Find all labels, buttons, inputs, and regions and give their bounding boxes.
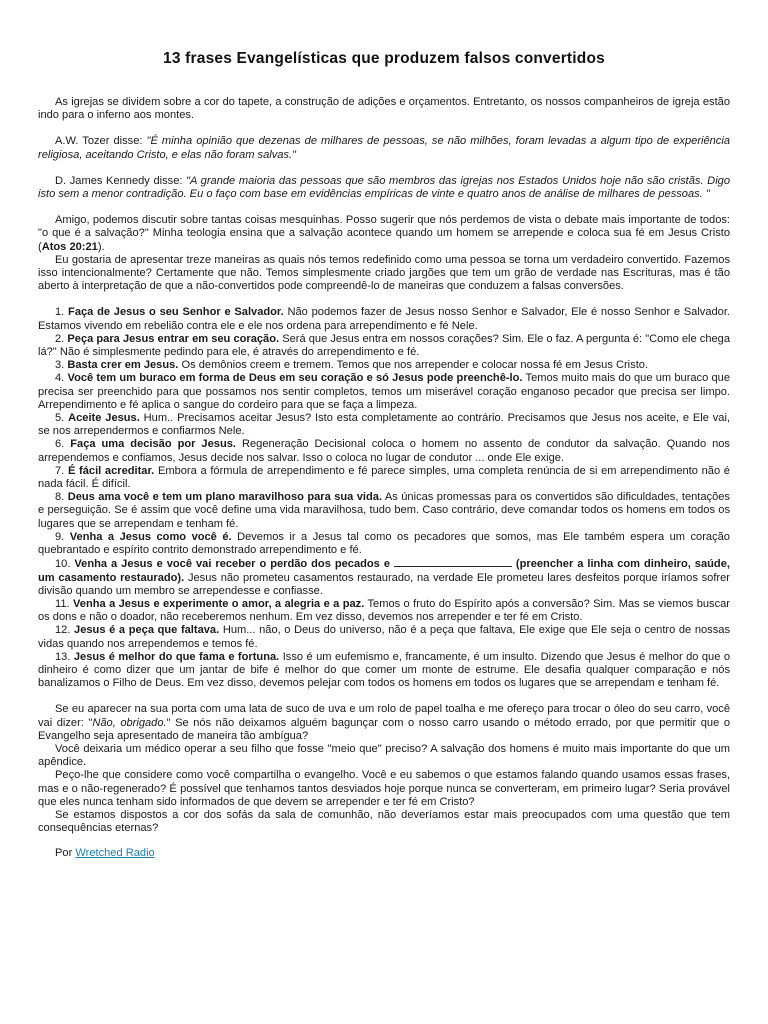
item-phrase: Você tem um buraco em forma de Deus em seu coração e só Jesus pode preenchê-lo. xyxy=(67,372,523,385)
item-number: 13. xyxy=(55,650,71,663)
item-phrase: Deus ama você e tem um plano maravilhoso para sua vida. xyxy=(67,491,383,504)
item-explanation: Devemos ir a Jesus tal como os pecadores que somos, mas Ele também espera um coração quebrantado e espírito contrito demonstrado arrependimento e fé. xyxy=(38,530,730,557)
article-body xyxy=(38,96,730,861)
item-explanation: As únicas promessas para os convertidos são dificuldades, tentações e perseguição. Se é assim que você define uma vida maravilhosa, tudo bem. Caso contrário, deve comandar todos os homens em todos os lugares que se arrependam e tenham fé. xyxy=(38,491,730,530)
item-explanation: Temos o fruto do Espírito após a conversão? Sim. Mas se viemos buscar os dons e não o doador, não receberemos nenhum. Em vez disso, devemos nos arrepender e ter fé em Cristo. xyxy=(38,597,730,624)
byline: Por Wretched Radio xyxy=(55,847,155,860)
item-explanation: Temos muito mais do que um buraco que precisa ser preenchido para que possamos nos sentir completos, temos um miserável coração enganoso pecador que precisa ser limpo. Arrependimento e fé aplica o sangue do cordeiro para que se faça a limpeza. xyxy=(38,372,730,411)
item-number: 3. xyxy=(55,359,65,372)
tozer-quote-paragraph xyxy=(38,135,730,161)
phrase-item-2 xyxy=(38,333,730,359)
item-phrase-continued: (preencher a linha com dinheiro, saúde, um casamento restaurado). xyxy=(38,558,730,584)
fill-in-blank xyxy=(394,557,512,567)
phrase-item-8 xyxy=(38,491,730,531)
item-number: 2. xyxy=(55,332,65,345)
page-title: 13 frases Evangelísticas que produzem falsos convertidos xyxy=(163,50,605,67)
item-number: 9. xyxy=(55,530,65,543)
item-explanation: Jesus não prometeu casamentos restaurado, na verdade Ele prometeu lares desfeitos porque iríamos sofrer divisão quando um membro se arrependesse e confiasse. xyxy=(38,571,730,597)
intro-paragraph-salvation: Amigo, podemos discutir sobre tantas coisas mesquinhas. Posso sugerir que nós perdemos de vista o debate mais importante de todos: "o que é a salvação?" Minha teologia ensina que a salvação acontece quando um homem se arrepende e coloca sua fé em Jesus Cristo (Atos 20:21). xyxy=(38,214,730,253)
item-number: 5. xyxy=(55,412,65,425)
item-phrase: Basta crer em Jesus. xyxy=(67,359,179,372)
phrase-item-13 xyxy=(38,651,730,691)
kennedy-quote-paragraph xyxy=(38,175,730,201)
item-explanation: Será que Jesus entra em nossos corações? Sim. Ele o faz. A pergunta é: "Como ele chega lá?" Não é simplesmente pedindo para ele, é através do arrependimento e fé. xyxy=(38,332,731,359)
tozer-quote: "É minha opinião que dezenas de milhares de pessoas, se não milhões, foram levadas a algum tipo de experiência religiosa, aceitando Cristo, e elas não foram salvas." xyxy=(38,135,730,161)
item-phrase: Faça uma decisão por Jesus. xyxy=(70,438,236,451)
closing-paragraph-1: Se eu aparecer na sua porta com uma lata de suco de uva e um rolo de papel toalha e me ofereço para trocar o óleo do seu carro, você vai dizer: "Não, obrigado." Se nós não deixamos alguém bagunçar com o nosso carro usando o método errado, por que permitir que o Evangelho seja apresentado de maneira tão ambígua? xyxy=(38,703,730,742)
phrase-item-5 xyxy=(38,412,730,438)
phrase-item-9 xyxy=(38,531,730,557)
item-number: 6. xyxy=(55,438,65,451)
phrase-list xyxy=(38,306,730,690)
quote-lead: A.W. Tozer disse: xyxy=(55,135,147,148)
intro-paragraph-thirteen-ways: Eu gostaria de apresentar treze maneiras as quais nós temos redefinido como uma pessoa se torna um verdadeiro convertido. Fazemos isso intencionalmente? Certamente que não. Temos simplesmente criado jargões que tem um grão de verdade nas Escrituras, mas é tão aberto à interpretação de que a não-convertidos pode compreendê-lo de maneiras que conduzem a falsas conversões. xyxy=(38,253,730,293)
item-phrase: Jesus é a peça que faltava. xyxy=(74,624,220,637)
item-number: 11. xyxy=(55,597,70,610)
intro-paragraph-1: As igrejas se dividem sobre a cor do tapete, a construção de adições e orçamentos. Entretanto, os nossos companheiros de igreja estão indo para o inferno aos montes. xyxy=(38,96,730,122)
item-explanation: Não podemos fazer de Jesus nosso Senhor e Salvador, Ele é nosso Senhor e Salvador. Estamos vivendo em rebelião contra ele e ele nos ordena para arrependimento e fé Nele. xyxy=(38,306,731,332)
phrase-item-7 xyxy=(38,465,730,491)
phrase-item-12 xyxy=(38,624,730,650)
closing-emphasis: Não, obrigado. xyxy=(92,716,167,729)
phrase-item-3 xyxy=(38,359,730,372)
item-phrase: É fácil acreditar. xyxy=(67,464,155,477)
bible-reference: Atos 20:21 xyxy=(41,240,98,253)
item-number: 4. xyxy=(55,372,65,385)
phrase-item-1 xyxy=(38,306,730,332)
phrase-item-4 xyxy=(38,372,730,412)
item-explanation: Os demônios creem e tremem. Temos que nos arrepender e colocar nossa fé em Jesus Cristo. xyxy=(181,359,649,372)
wretched-radio-link[interactable]: Wretched Radio xyxy=(75,847,155,860)
item-number: 1. xyxy=(55,306,65,319)
item-explanation: Hum.. Precisamos aceitar Jesus? Isto esta completamente ao contrário. Precisamos que Jesus nos aceite, e Ele vai, se nos arrependermos e confiarmos Nele. xyxy=(38,412,730,438)
phrase-item-10 xyxy=(38,557,730,598)
item-number: 10. xyxy=(55,558,71,571)
item-phrase: Venha a Jesus e experimente o amor, a alegria e a paz. xyxy=(73,597,365,610)
item-number: 8. xyxy=(55,491,65,504)
item-explanation: Embora a fórmula de arrependimento e fé parece simples, uma completa renúncia de si em arrependimento não é nada fácil. É difícil. xyxy=(38,464,730,491)
item-explanation: Regeneração Decisional coloca o homem no assento de condutor da salvação. Quando nos arrependemos e confiamos, Jesus decide nos salvar. Isso o coloca no lugar de condutor ... onde Ele exige. xyxy=(38,438,730,464)
closing-paragraph-2: Você deixaria um médico operar a seu filho que fosse "meio que" preciso? A salvação dos homens é muito mais importante do que um apêndice. xyxy=(38,742,730,769)
phrase-item-11 xyxy=(38,598,730,624)
closing-paragraph-4: Se estamos dispostos a cor dos sofás da sala de comunhão, não deveríamos estar mais preocupados com uma questão que tem consequências eternas? xyxy=(38,808,730,835)
phrase-item-6 xyxy=(38,438,730,464)
closing-paragraph-3: Peço-lhe que considere como você compartilha o evangelho. Você e eu sabemos o que estamos falando quando usamos essas frases, mas e o não-regenerado? É possível que tenhamos tantos desviados hoje porque nunca se converteram, em primeiro lugar? Seria provável que eles nunca tenham sido informados de que devem se arrepender e ter fé em Cristo? xyxy=(38,769,730,808)
item-phrase: Venha a Jesus como você é. xyxy=(69,530,232,543)
item-explanation: Hum... não, o Deus do universo, não é a peça que faltava, Ele exige que Ele seja o centro de nossas vidas quando nos arrependemos e temos fé. xyxy=(38,624,730,650)
quote-lead: D. James Kennedy disse: xyxy=(55,174,187,187)
kennedy-quote: "A grande maioria das pessoas que são membros das igrejas nos Estados Unidos hoje não são cristãs. Digo isto sem a menor contradição. Eu o faço com base em evidências empíricas de vinte e quatro anos de análise de milhares de pessoas. " xyxy=(38,174,730,201)
item-number: 7. xyxy=(55,464,65,477)
item-phrase: Faça de Jesus o seu Senhor e Salvador. xyxy=(68,306,284,319)
item-phrase: Peça para Jesus entrar em seu coração. xyxy=(67,332,280,345)
item-explanation: Isso é um eufemismo e, francamente, é um insulto. Dizendo que Jesus é melhor do que o dinheiro é como dizer que um jantar de bife é melhor do que comer um monte de estrume. Ele desafia qualquer comparação e nós banalizamos o Filho de Deus. Em vez disso, devemos pelejar com todos os homens em todos os lugares que se arrependam e tenham fé. xyxy=(38,650,730,690)
item-phrase: Aceite Jesus. xyxy=(68,412,140,425)
item-phrase: Jesus é melhor do que fama e fortuna. xyxy=(73,650,280,663)
item-number: 12. xyxy=(55,624,71,637)
item-phrase: Venha a Jesus e você vai receber o perdão dos pecados e xyxy=(74,558,390,571)
